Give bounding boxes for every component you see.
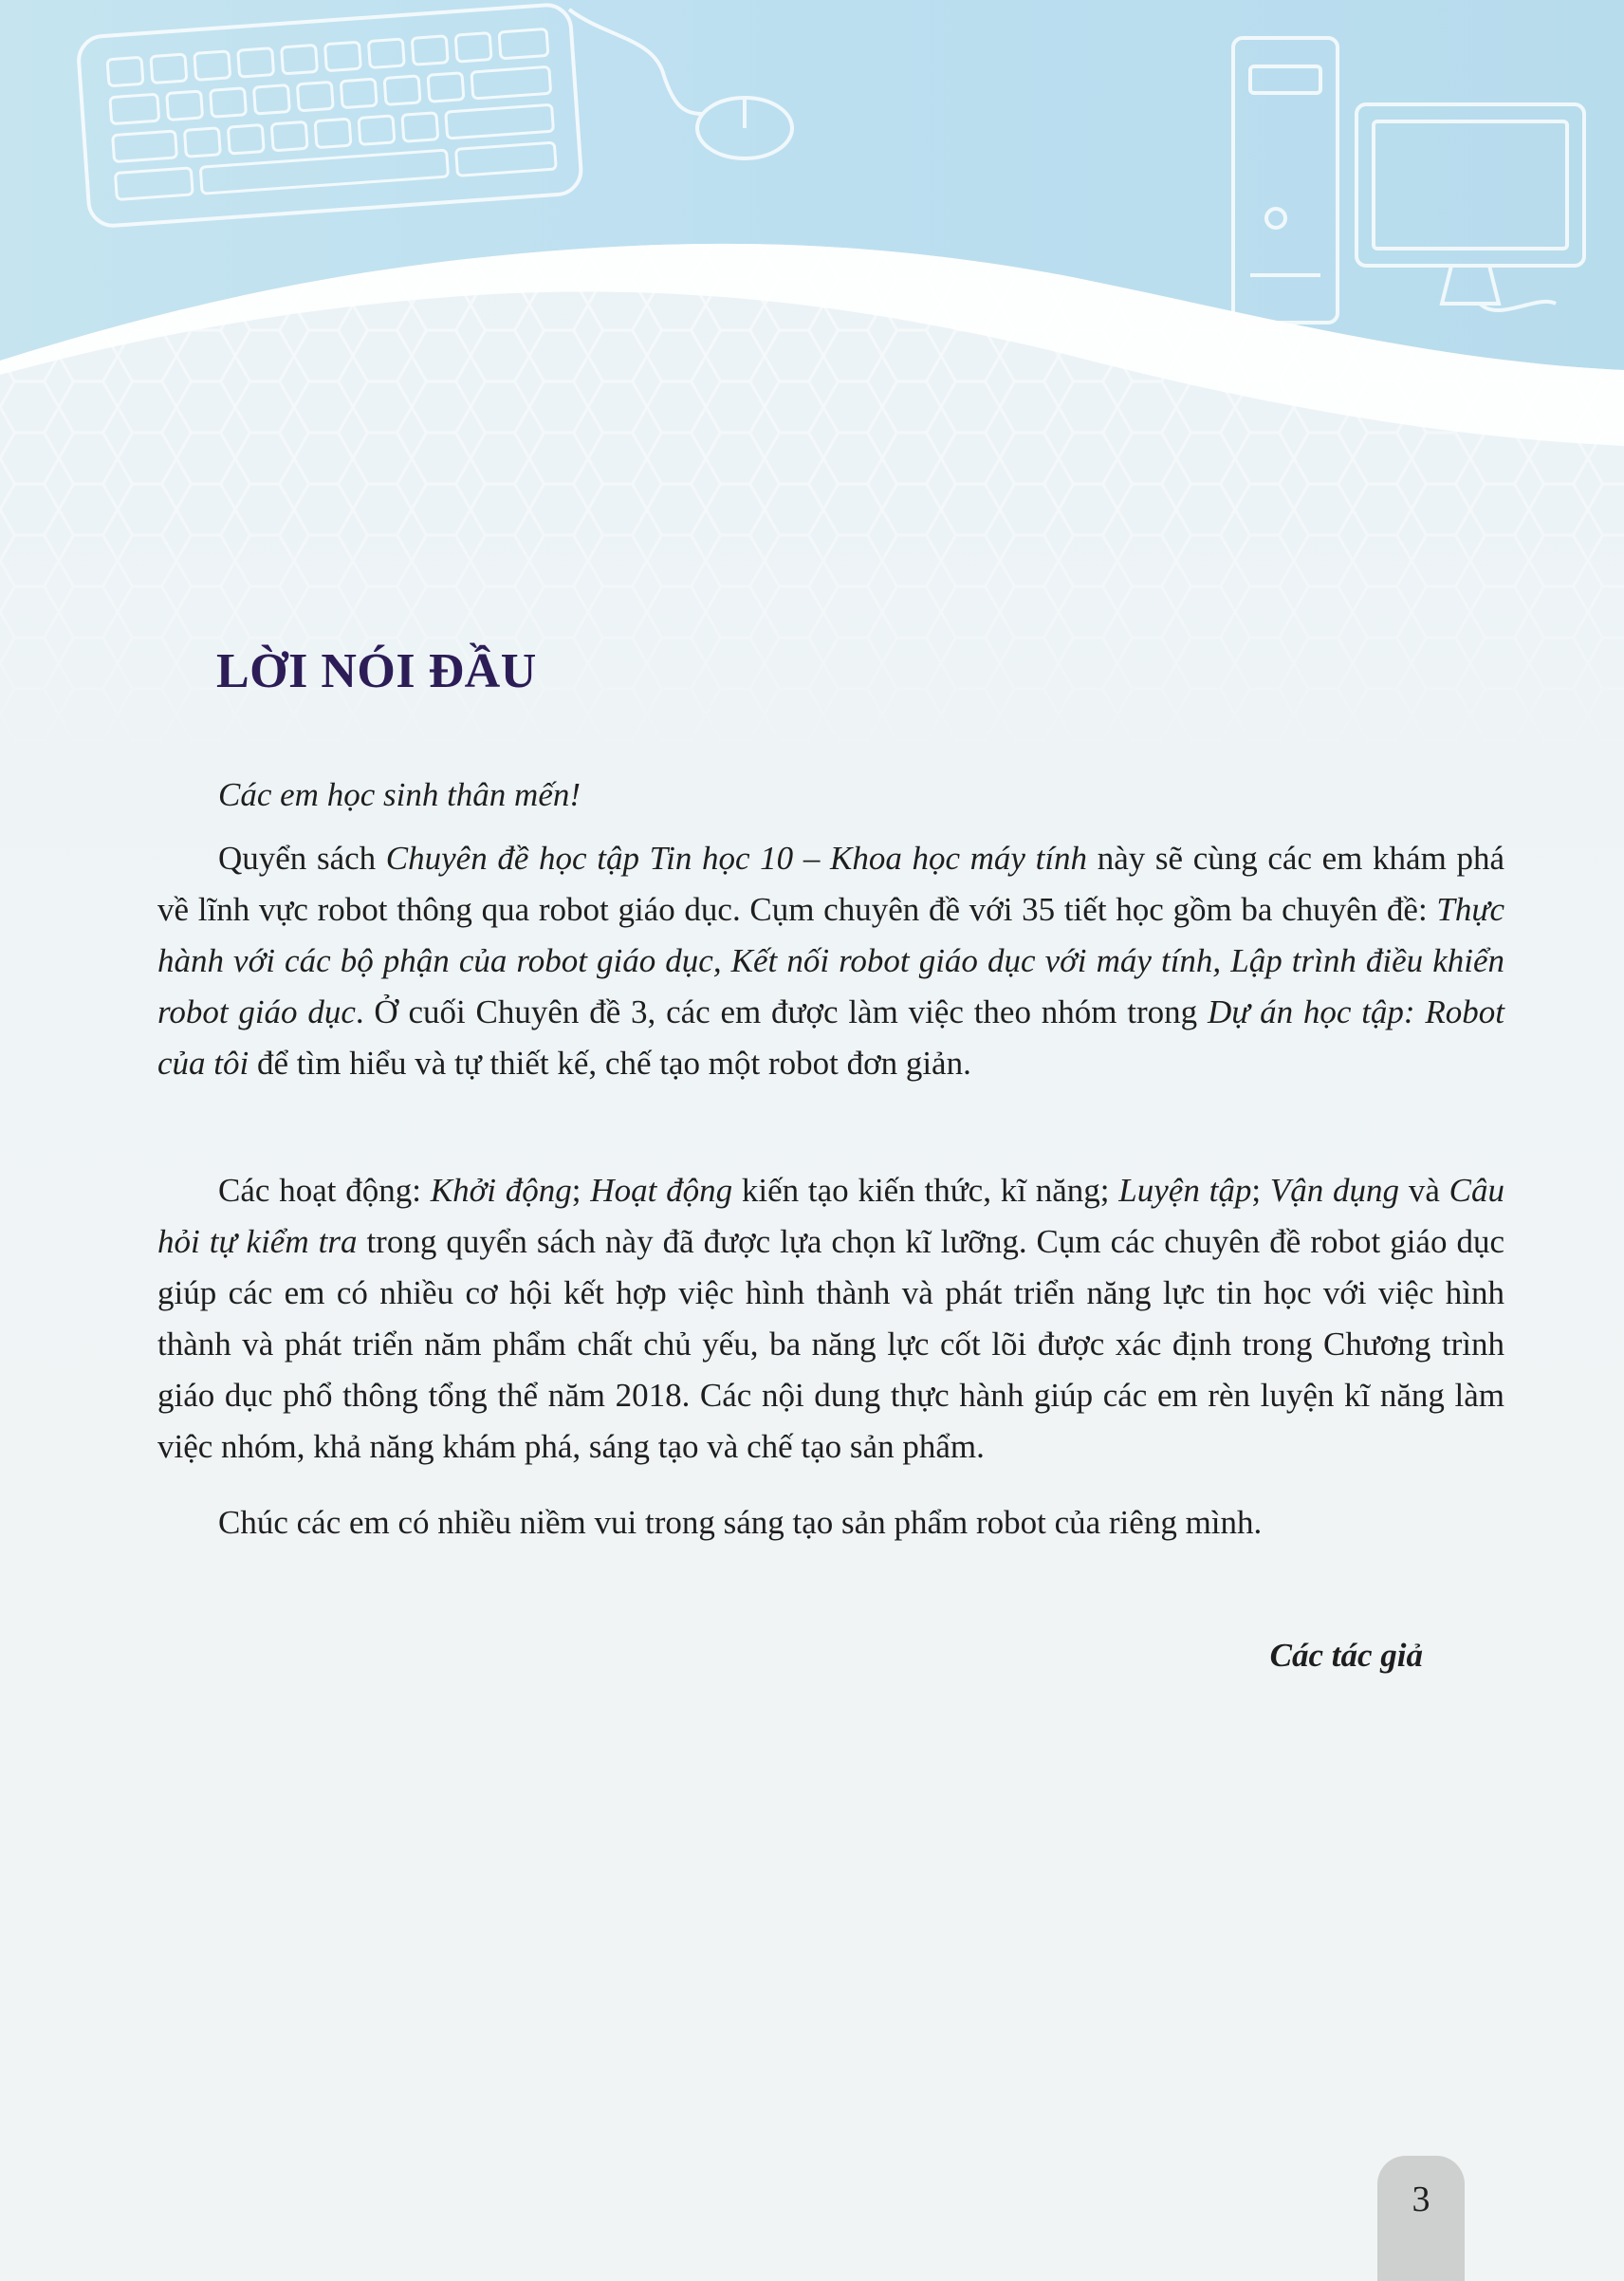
text-run: ; — [571, 1172, 591, 1209]
text-run: này sẽ cùng các em khám phá về lĩnh vực robot thông qua robot giáo dục. Cụm chuyên đề với 35 tiết học gồm ba chuyên đề: — [157, 840, 1504, 928]
activity-name: Vận dụng — [1269, 1172, 1400, 1209]
text-run: kiến tạo kiến thức, kĩ năng; — [732, 1172, 1119, 1209]
paragraph-activities — [157, 1165, 1504, 1473]
text-run: và — [1399, 1172, 1449, 1209]
page-title: LỜI NÓI ĐẦU — [216, 644, 537, 698]
activity-name: Khởi động — [430, 1172, 572, 1209]
page-number: 3 — [1412, 2179, 1430, 2219]
text-run: Các hoạt động: — [218, 1172, 431, 1209]
topic-list: Thực hành với các bộ phận của robot giáo dục, Kết nối robot giáo dục với máy tính, Lập trình điều khiển robot giáo dục — [157, 891, 1504, 1030]
signature-authors: Các tác giả — [1269, 1637, 1423, 1674]
activity-name: Luyện tập — [1118, 1172, 1252, 1209]
activity-name: Hoạt động — [590, 1172, 733, 1209]
top-banner — [0, 0, 1624, 493]
book-title: Chuyên đề học tập Tin học 10 – Khoa học máy tính — [385, 840, 1088, 877]
text-run: . Ở cuối Chuyên đề 3, các em được làm việc theo nhóm trong — [355, 993, 1208, 1030]
text-run: Quyển sách — [218, 840, 386, 877]
paragraph-closing: Chúc các em có nhiều niềm vui trong sáng tạo sản phẩm robot của riêng mình. — [218, 1504, 1263, 1541]
text-run: trong quyển sách này đã được lựa chọn kĩ lưỡng. Cụm các chuyên đề robot giáo dục giúp các em có nhiều cơ hội kết hợp việc hình thành và phát triển năng lực tin học với việc hình thành và phát triển năm phẩm chất chủ yếu, ba năng lực cốt lõi được xác định trong Chương trình giáo dục phổ thông tổng thể năm 2018. Các nội dung thực hành giúp các em rèn luyện kĩ năng làm việc nhóm, khả năng khám phá, sáng tạo và chế tạo sản phẩm. — [157, 1223, 1505, 1465]
greeting: Các em học sinh thân mến! — [218, 776, 581, 813]
paragraph-intro — [157, 833, 1504, 1089]
project-title: Dự án học tập: Robot của tôi — [157, 993, 1504, 1082]
text-run: ; — [1251, 1172, 1270, 1209]
text-run: để tìm hiểu và tự thiết kế, chế tạo một robot đơn giản. — [249, 1045, 971, 1082]
activity-name: Câu hỏi tự kiểm tra — [157, 1172, 1504, 1260]
